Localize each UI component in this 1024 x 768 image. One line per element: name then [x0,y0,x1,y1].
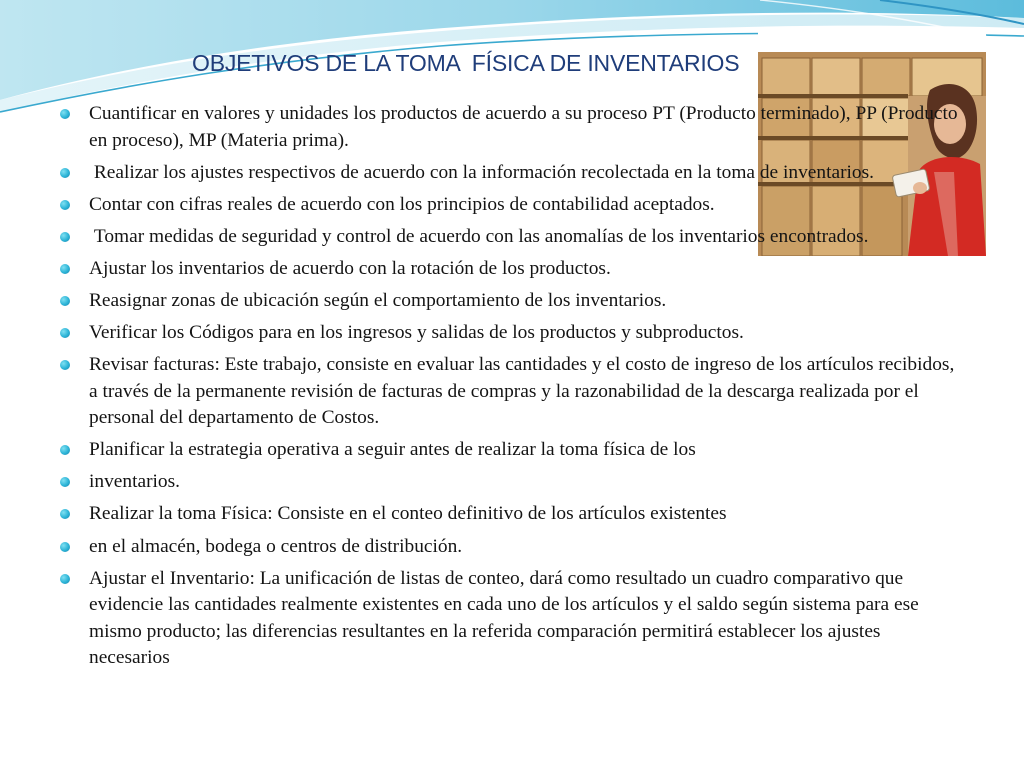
bullet-icon [60,509,70,519]
list-item [60,288,965,315]
bullet-icon [60,445,70,455]
bullet-icon [60,109,70,119]
bullet-icon [60,328,70,338]
bullet-icon [60,232,70,242]
list-item-text: Revisar facturas: Este trabajo, consiste en evaluar las cantidades y el costo de ingreso de los artículos recibidos, a través de la permanente revisión de facturas de compras y la razonabilidad de la descarga realizada por el personal del departamento de Costos. [89,354,960,429]
list-item-text: Planificar la estrategia operativa a seguir antes de realizar la toma física de los [89,439,696,461]
list-item-text: Cuantificar en valores y unidades los productos de acuerdo a su proceso PT (Producto terminado), PP (Producto en proceso), MP (Materia prima). [89,103,963,151]
list-item-text: Contar con cifras reales de acuerdo con los principios de contabilidad aceptados. [89,193,715,215]
list-item [60,192,965,219]
slide-title: OBJETIVOS DE LA TOMA FÍSICA DE INVENTARIOS [192,50,740,76]
list-item-text: inventarios. [89,471,181,493]
list-item [60,224,965,251]
list-item-text: Ajustar el Inventario: La unificación de listas de conteo, dará como resultado un cuadro comparativo que evidencie las cantidades realmente existentes en cada uno de los artículos y el saldo según sistema para ese mismo producto; las diferencias resultantes en la referida comparación permitirá establecer los ajustes necesarios [89,567,924,669]
bullet-icon [60,360,70,370]
list-item [60,160,965,187]
list-item [60,469,965,496]
list-item-text: Reasignar zonas de ubicación según el comportamiento de los inventarios. [89,289,667,311]
bullet-icon [60,168,70,178]
list-item-text: Realizar los ajustes respectivos de acuerdo con la información recolectada en la toma de inventarios. [89,161,875,183]
bullet-icon [60,574,70,584]
bullet-icon [60,542,70,552]
list-item [60,437,965,464]
objectives-list [60,101,965,677]
bullet-icon [60,200,70,210]
list-item-text: Tomar medidas de seguridad y control de acuerdo con las anomalías de los inventarios encontrados. [89,225,869,247]
list-item-text: Realizar la toma Física: Consiste en el conteo definitivo de los artículos existentes [89,503,727,525]
bullet-icon [60,296,70,306]
list-item [60,320,965,347]
list-item-text: Verificar los Códigos para en los ingresos y salidas de los productos y subproductos. [89,322,744,344]
list-item-text: en el almacén, bodega o centros de distribución. [89,535,463,557]
list-item [60,256,965,283]
list-item [60,501,965,528]
list-item [60,352,965,432]
bullet-icon [60,264,70,274]
list-item [60,566,965,672]
list-item [60,101,965,154]
list-item-text: Ajustar los inventarios de acuerdo con la rotación de los productos. [89,257,611,279]
list-item [60,534,965,561]
bullet-icon [60,477,70,487]
